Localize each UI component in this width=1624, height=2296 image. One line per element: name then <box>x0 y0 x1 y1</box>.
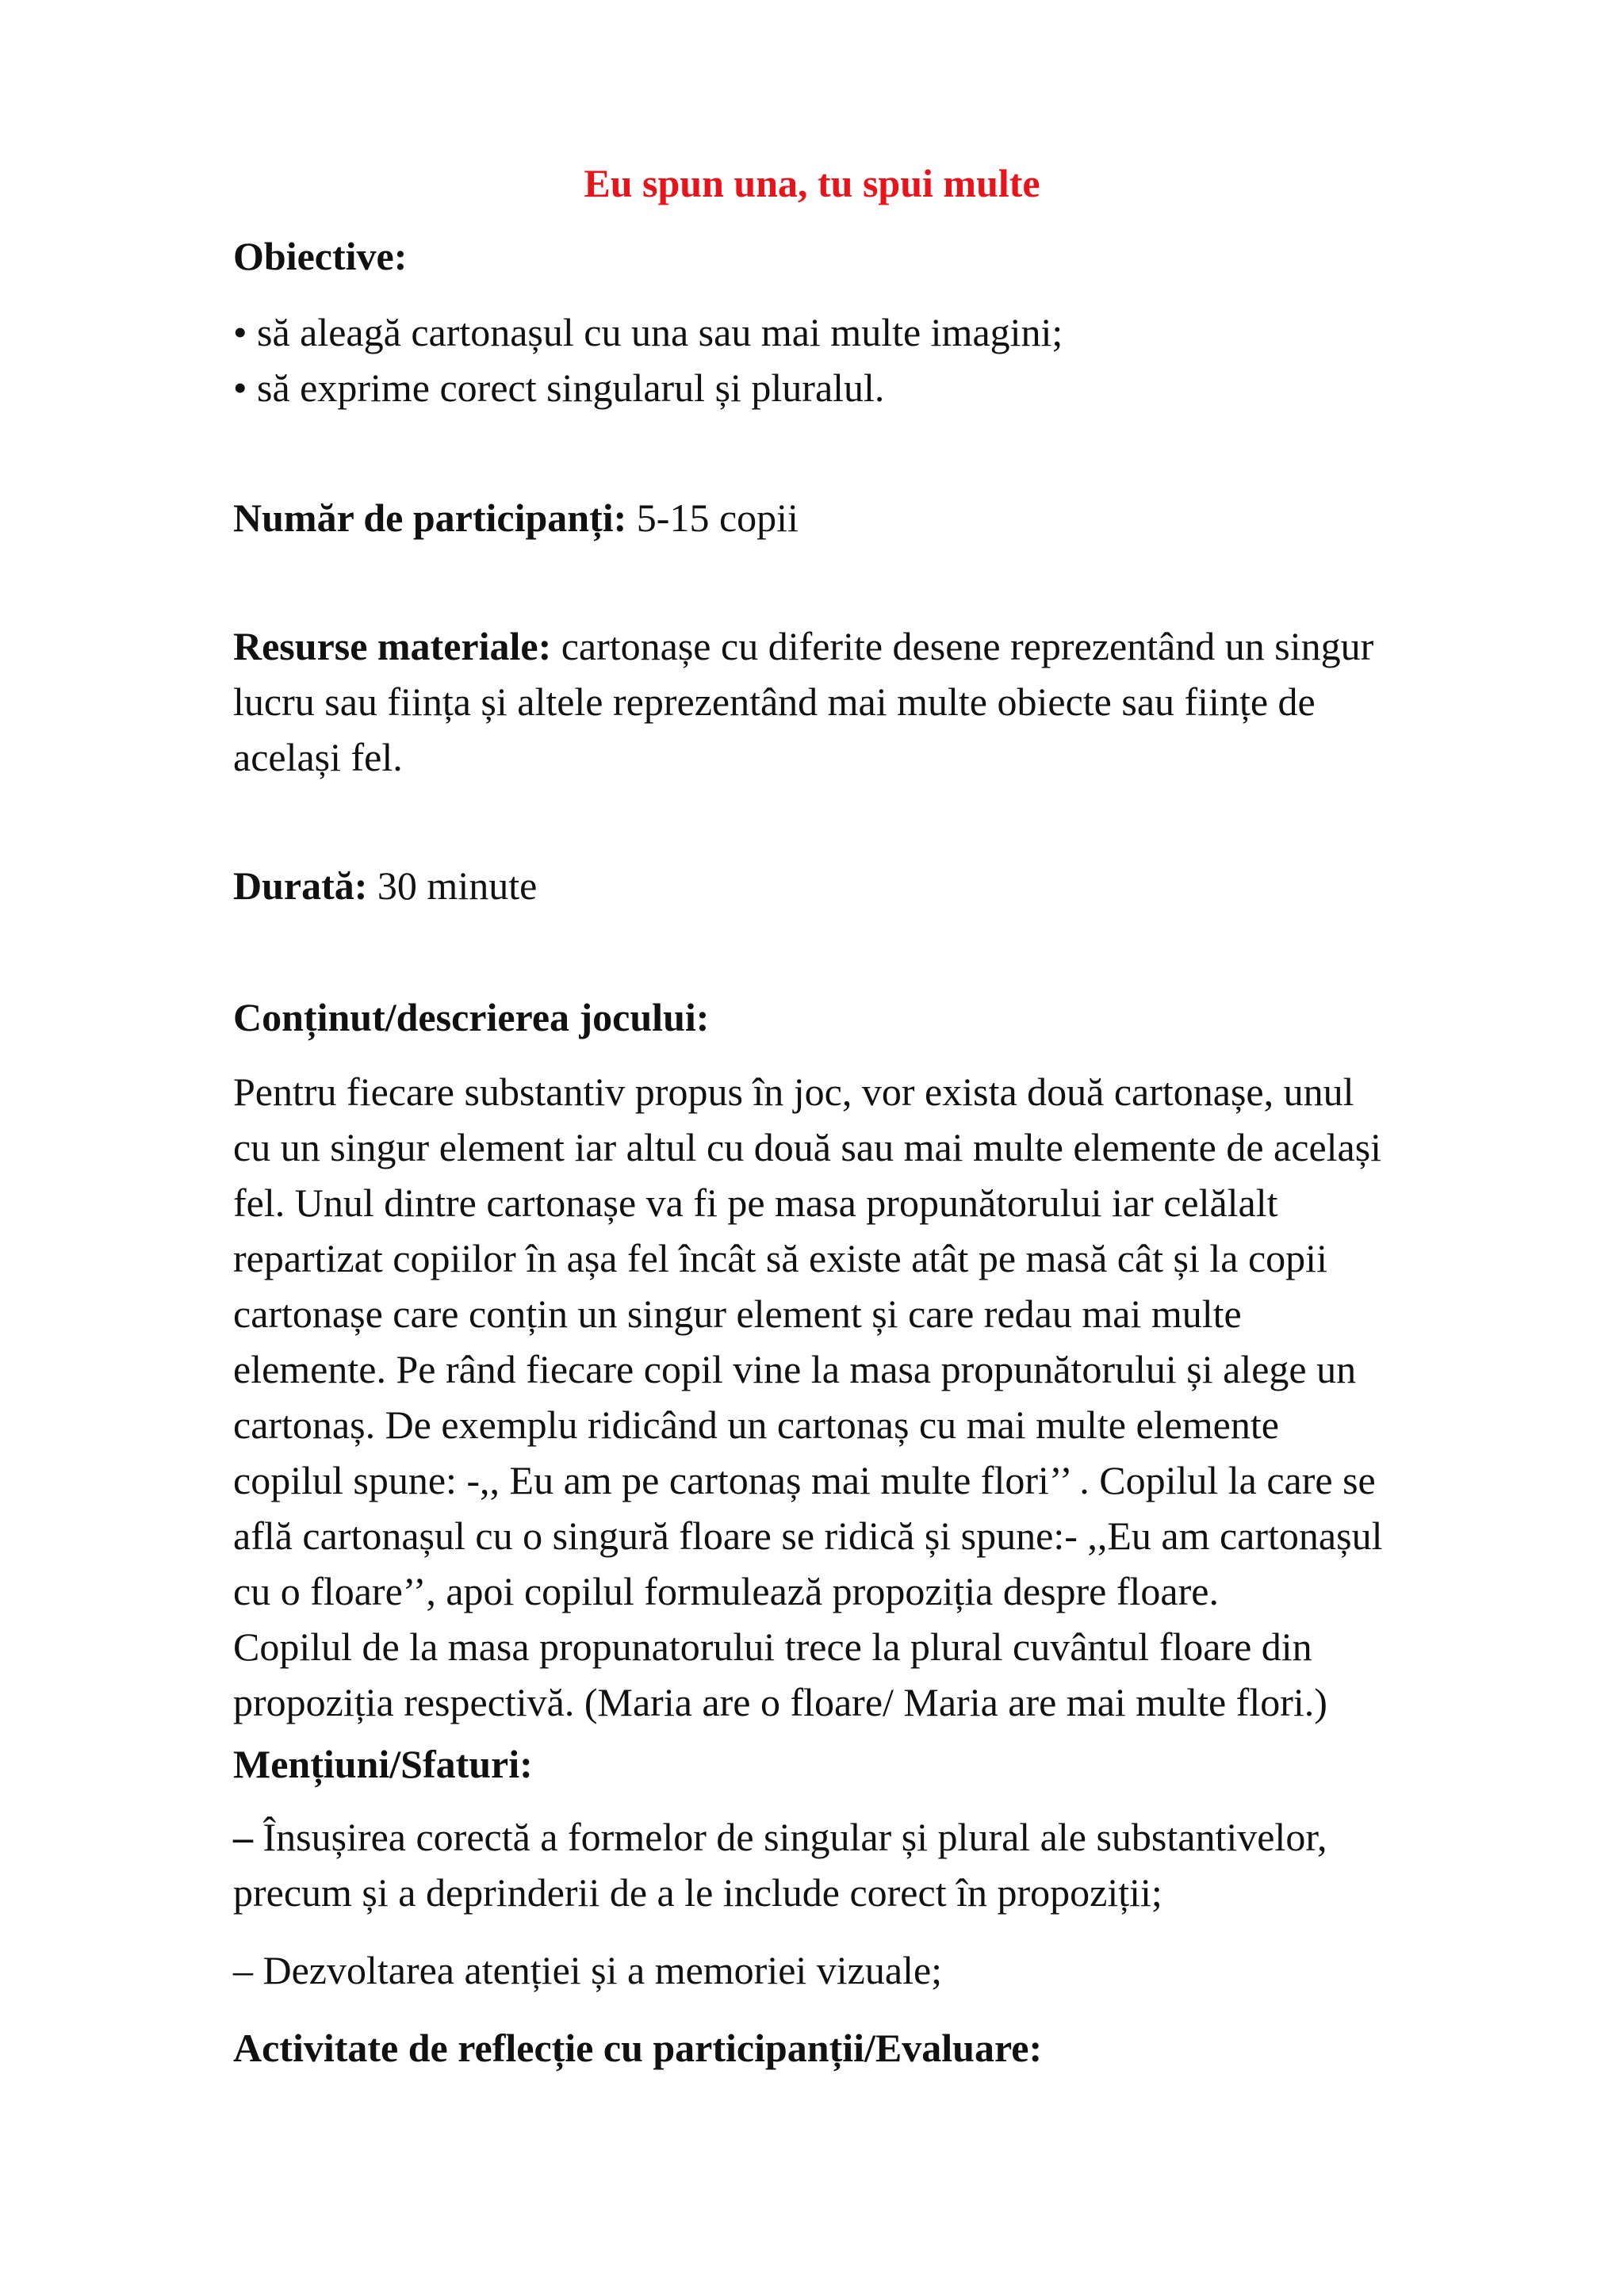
content-line: cu o floare’’, apoi copilul formulează propoziția despre floare. <box>233 1569 1219 1613</box>
resources-label: Resurse materiale: <box>233 624 552 668</box>
content-heading: Conținut/descrierea jocului: <box>233 995 710 1039</box>
objectives-section <box>233 228 1518 284</box>
mentions-section <box>233 1736 1518 1792</box>
resources-text-line: lucru sau ființa și altele reprezentând mai multe obiecte sau ființe de <box>233 679 1316 724</box>
content-line: elemente. Pe rând fiecare copil vine la masa propunătorului și alege un <box>233 1347 1357 1391</box>
content-line: propoziția respectivă. (Maria are o floare/ Maria are mai multe flori.) <box>233 1680 1327 1724</box>
mentions-item-1 <box>233 1809 1518 1920</box>
objective-item: • să exprime corect singularul și pluralul. <box>233 365 885 410</box>
resources-text-line: cartonașe cu diferite desene reprezentând un singur <box>551 624 1374 668</box>
participants-label: Număr de participanți: <box>233 496 627 540</box>
duration-section <box>233 858 1518 913</box>
participants-value: 5-15 copii <box>626 496 799 540</box>
reflection-heading: Activitate de reflecție cu participanții/Evaluare: <box>233 2026 1043 2070</box>
mentions-item-line: Însușirea corectă a formelor de singular și plural ale substantivelor, <box>262 1815 1327 1859</box>
duration-label: Durată: <box>233 863 368 908</box>
objectives-list <box>233 304 1518 415</box>
objective-item: • să aleagă cartonașul cu una sau mai multe imagini; <box>233 310 1063 354</box>
reflection-section <box>233 2020 1518 2076</box>
duration-value: 30 minute <box>367 863 538 908</box>
mentions-item-line: precum și a deprinderii de a le include corect în propoziții; <box>233 1870 1162 1915</box>
content-line: află cartonașul cu o singură floare se ridică și spune:- ,,Eu am cartonașul <box>233 1513 1383 1558</box>
objectives-heading: Obiective: <box>233 234 408 278</box>
participants-section <box>233 490 1518 545</box>
mentions-item-2 <box>233 1942 1518 1998</box>
mentions-dash: – <box>233 1815 253 1859</box>
document-title: Eu spun una, tu spui multe <box>584 161 1040 205</box>
content-line: cartonașe care conțin un singur element și care redau mai multe <box>233 1292 1242 1336</box>
content-line: Copilul de la masa propunatorului trece la plural cuvântul floare din <box>233 1624 1312 1669</box>
content-section <box>233 989 1518 1045</box>
resources-text-line: același fel. <box>233 735 403 779</box>
mentions-item-line: – Dezvoltarea atenției și a memoriei vizuale; <box>233 1948 943 1992</box>
content-line: cu un singur element iar altul cu două sau mai multe elemente de același <box>233 1125 1382 1169</box>
content-line: fel. Unul dintre cartonașe va fi pe masa propunătorului iar celălalt <box>233 1181 1278 1225</box>
resources-section <box>233 618 1518 785</box>
content-line: copilul spune: -,, Eu am pe cartonaș mai multe flori’’ . Copilul la care se <box>233 1458 1376 1502</box>
mentions-heading: Mențiuni/Sfaturi: <box>233 1742 533 1786</box>
content-paragraph <box>233 1064 1518 1730</box>
content-line: repartizat copiilor în așa fel încât să existe atât pe masă cât și la copii <box>233 1236 1327 1280</box>
content-line: cartonaș. De exemplu ridicând un cartonaș cu mai multe elemente <box>233 1402 1279 1447</box>
content-line: Pentru fiecare substantiv propus în joc, vor exista două cartonașe, unul <box>233 1070 1354 1114</box>
